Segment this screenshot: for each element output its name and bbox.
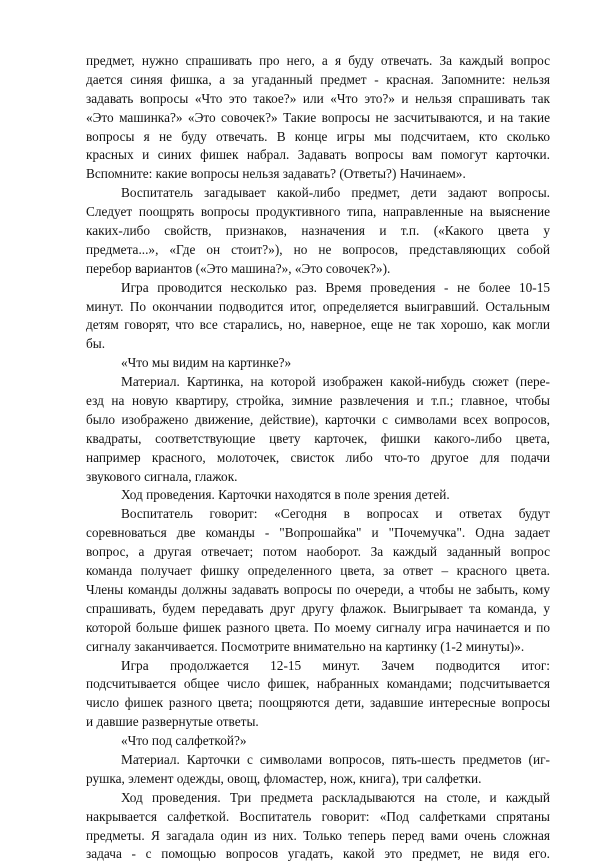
text-line: команда получает фишку определенного цвета, за ответ – красного цвета. <box>86 563 550 579</box>
text-line: Ход проведения. Три предмета раскладываются на столе, и каждый <box>121 789 550 805</box>
text-line: предмет, нужно спрашивать про него, а я буду отвечать. За каждый вопрос <box>86 53 550 68</box>
text-line: минут. По окончании подводится итог, определяется выигравший. Остальным <box>86 298 550 314</box>
text-line: каких-либо свойств, признаков, назначения и т.п. («Какого цвета у <box>86 223 550 239</box>
text-line: задавать вопросы «Что это такое?» или «Что это?» и нельзя спрашивать так <box>86 90 550 106</box>
text-line: соревноваться две команды - "Вопрошайка" и "Почемучка". Одна задает <box>86 525 550 541</box>
text-line: вопросы я не буду отвечать. В конце игры мы подсчитаем, кто сколько <box>86 128 550 144</box>
text-line: задача - с помощью вопросов угадать, какой это предмет, не видя его. <box>86 846 550 862</box>
text-line: и давшие развернутые ответы. <box>86 714 259 730</box>
text-line: сигналу заканчивается. Посмотрите внимательно на картинку (1-2 минуты)». <box>86 638 525 654</box>
text-line: «Это машинка?» «Это совочек?» Такие вопросы не засчитываются, и на такие <box>86 109 550 125</box>
text-line: которой больше фишек разного цвета. По моему сигналу игра начинается и по <box>86 619 550 635</box>
text-line: Члены команды должны задавать вопросы по очереди, а чтобы не забыть, кому <box>86 581 550 597</box>
text-line: звукового сигнала, глажок. <box>86 468 238 484</box>
text-line: Воспитатель загадывает какой-либо предмет, дети задают вопросы. <box>121 185 550 201</box>
text-line: Ход проведения. Карточки находятся в поле зрения детей. <box>121 487 450 503</box>
text-line: красных и синих фишек набрал. Задавать вопросы вам помогут карточки. <box>86 147 550 163</box>
text-line: детям говорят, что все старались, но, наверное, еще не так хорошо, как могли <box>86 317 550 333</box>
text-line: квадраты, соответствующие цвету карточек, фишки какого-либо цвета, <box>86 430 550 446</box>
text-line: Игра продолжается 12-15 минут. Зачем подводится итог: <box>121 657 550 673</box>
text-line: было изображено движение, действие), карточки с символами всех вопросов, <box>86 411 550 427</box>
text-line: Игра проводится несколько раз. Время проведения - не более 10-15 <box>121 279 550 295</box>
text-line: подсчитывается общее число фишек, набранных командами; подсчитывается <box>86 676 550 692</box>
text-line: Следует поощрять вопросы продуктивного типа, направленные на выяснение <box>86 204 550 220</box>
text-line: спрашивать, будем передавать друг другу флажок. Выигрывает та команда, у <box>86 600 550 616</box>
text-line: предметы. Я загадала один из них. Только теперь перед вами очень сложная <box>86 827 550 843</box>
text-line: Воспитатель говорит: «Сегодня в вопросах и ответах будут <box>121 506 550 522</box>
text-line: Вспомните: какие вопросы нельзя задавать? (Ответы?) Начинаем». <box>86 166 466 182</box>
text-line: дается синяя фишка, а за угаданный предмет - красная. Запомните: нельзя <box>86 71 550 87</box>
text-line: перебор вариантов («Это машина?», «Это совочек?»). <box>86 260 391 276</box>
text-line: Материал. Картинка, на которой изображен какой-нибудь сюжет (пере- <box>121 374 550 390</box>
document-page <box>86 52 550 864</box>
text-line: рушка, элемент одежды, овощ, фломастер, нож, книга), три салфетки. <box>86 770 482 786</box>
text-line: число фишек разного цвета; поощряются дети, задавшие интересные вопросы <box>86 695 550 711</box>
text-line: Материал. Карточки с символами вопросов, пять-шесть предметов (иг- <box>121 751 550 767</box>
text-line: например красного, молоточек, свисток либо что-то другое для подачи <box>86 449 550 465</box>
text-line: предмета...», «Где он стоит?»), но не вопросов, представляющих собой <box>86 241 550 257</box>
text-line: вопрос, а другая отвечает; потом наоборот. За каждый заданный вопрос <box>86 544 550 560</box>
text-line: езд на новую квартиру, стройка, зимние развлечения и т.п.; главное, чтобы <box>86 393 550 409</box>
text-line: «Что мы видим на картинке?» <box>121 355 292 371</box>
text-line: накрывается салфеткой. Воспитатель говорит: «Под салфетками спрятаны <box>86 808 550 824</box>
text-line: бы. <box>86 336 106 352</box>
text-line: «Что под салфеткой?» <box>121 733 247 749</box>
